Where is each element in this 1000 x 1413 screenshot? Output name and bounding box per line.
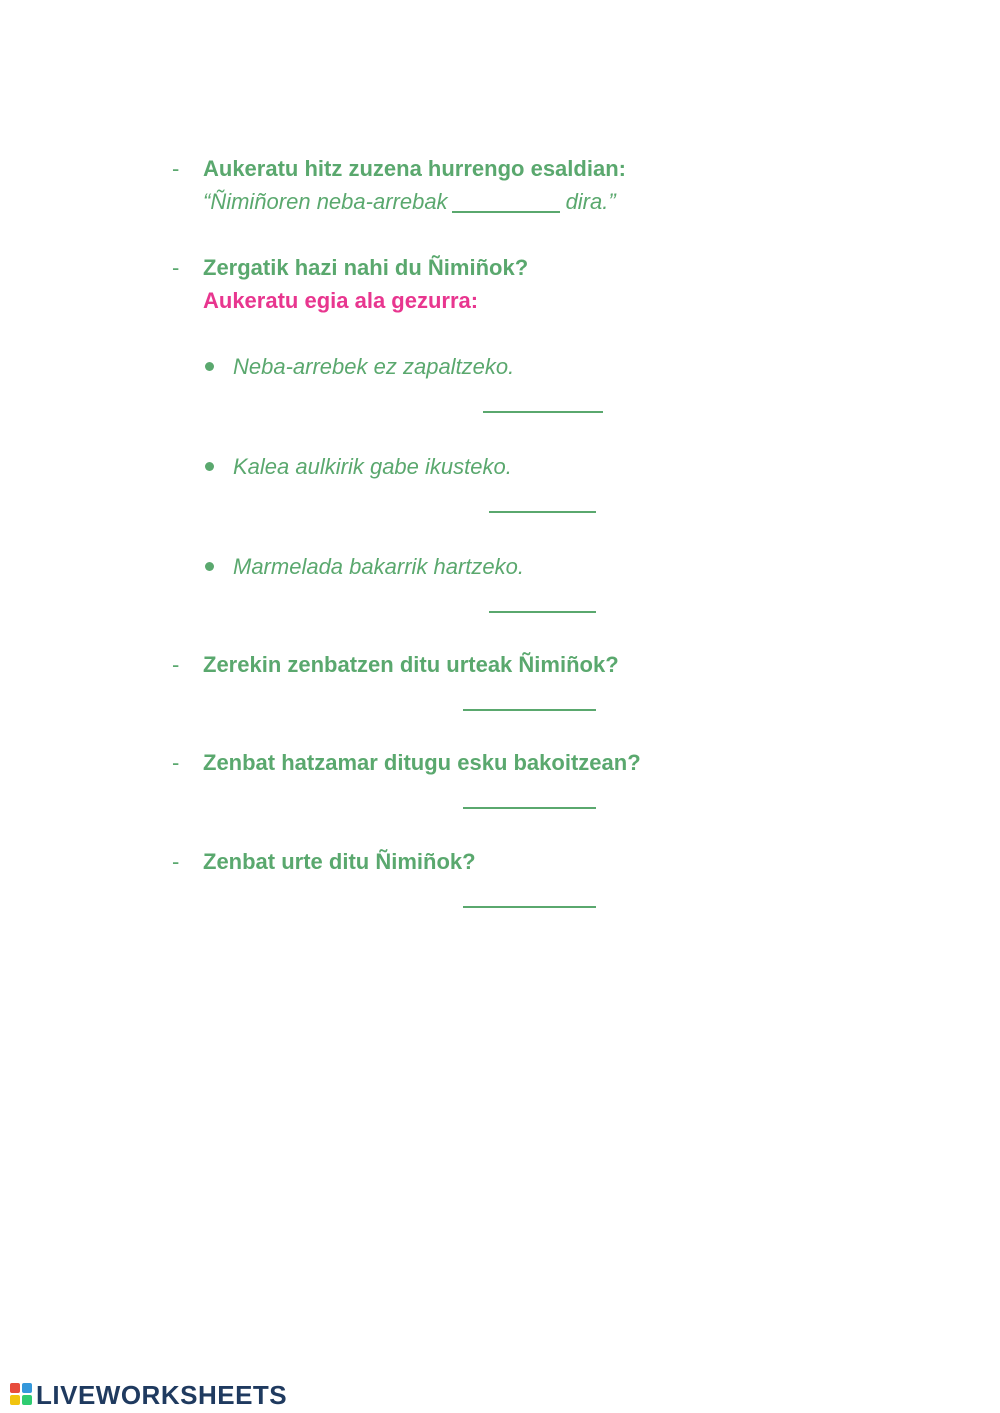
list-marker: - — [172, 750, 180, 775]
question-1-title: Aukeratu hitz zuzena hurrengo esaldian: — [203, 156, 626, 181]
logo-square — [22, 1383, 32, 1393]
question-2-instruction: Aukeratu egia ala gezurra: — [203, 288, 479, 313]
answer-blank-2c[interactable] — [489, 611, 596, 613]
liveworksheets-logo-icon — [10, 1383, 32, 1405]
logo-square — [10, 1383, 20, 1393]
option-1-text: Neba-arrebek ez zapaltzeko. — [233, 354, 515, 379]
question-5-title: Zenbat urte ditu Ñimiñok? — [203, 849, 476, 874]
list-marker: - — [172, 652, 180, 677]
answer-blank-2a[interactable] — [483, 411, 603, 413]
answer-blank-2b[interactable] — [489, 511, 596, 513]
question-2-title: Zergatik hazi nahi du Ñimiñok? — [203, 255, 529, 280]
answer-blank-1[interactable] — [452, 211, 560, 213]
sentence-end: dira.” — [565, 189, 616, 214]
option-2-text: Kalea aulkirik gabe ikusteko. — [233, 454, 512, 479]
question-4-title: Zenbat hatzamar ditugu esku bakoitzean? — [203, 750, 641, 775]
answer-blank-3[interactable] — [463, 709, 596, 711]
answer-blank-5[interactable] — [463, 906, 596, 908]
list-marker: - — [172, 255, 180, 280]
bullet-icon — [205, 362, 214, 371]
logo-square — [22, 1395, 32, 1405]
question-3-title: Zerekin zenbatzen ditu urteak Ñimiñok? — [203, 652, 619, 677]
question-1-sentence — [203, 185, 616, 218]
logo-square — [10, 1395, 20, 1405]
brand-name: LIVEWORKSHEETS — [36, 1380, 288, 1410]
bullet-icon — [205, 462, 214, 471]
answer-blank-4[interactable] — [463, 807, 596, 809]
option-3-text: Marmelada bakarrik hartzeko. — [233, 554, 525, 579]
sentence-start: “Ñimiñoren neba-arrebak — [203, 189, 448, 214]
bullet-icon — [205, 562, 214, 571]
list-marker: - — [172, 156, 180, 181]
list-marker: - — [172, 849, 180, 874]
